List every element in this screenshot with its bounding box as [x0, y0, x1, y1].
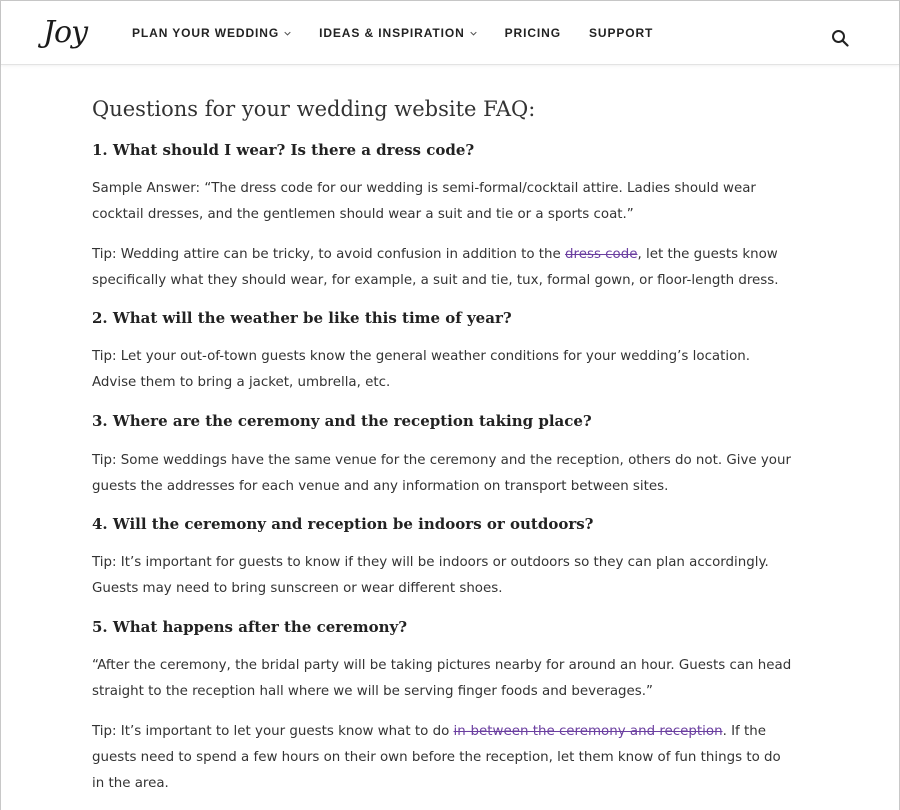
text-line: cocktail dresses, and the gentlemen should wear a suit and tie or a sports coat.”: [92, 207, 634, 222]
text-line: specifically what they should wear, for example, a suit and tie, tux, formal gown, or floor-length dress.: [92, 273, 779, 288]
tip-text: . If the: [722, 724, 766, 739]
nav-label: IDEAS & INSPIRATION: [319, 26, 465, 40]
in-between-link[interactable]: in-between the ceremony and reception: [453, 724, 723, 739]
nav-plan-your-wedding[interactable]: [132, 26, 291, 40]
question-4-title: 4. Will the ceremony and reception be indoors or outdoors?: [92, 515, 594, 533]
main-menu: [132, 1, 681, 65]
text-line: [92, 242, 822, 268]
chevron-down-icon: [470, 30, 477, 37]
joy-logo[interactable]: Joy: [43, 15, 88, 50]
page-title: Questions for your wedding website FAQ:: [92, 97, 536, 121]
text-line: Tip: Some weddings have the same venue for the ceremony and the reception, others do not. Give your: [92, 453, 791, 468]
search-icon[interactable]: [831, 29, 849, 47]
nav-ideas-inspiration[interactable]: [319, 26, 477, 40]
question-1-title: 1. What should I wear? Is there a dress code?: [92, 141, 475, 159]
tip-text: , let the guests know: [637, 247, 778, 262]
question-1-tip: [92, 242, 822, 294]
text-line: guests the addresses for each venue and any information on transport between sites.: [92, 479, 669, 494]
question-4-tip: [92, 550, 822, 602]
text-line: Advise them to bring a jacket, umbrella, etc.: [92, 375, 391, 390]
nav-pricing[interactable]: [505, 26, 561, 40]
question-1-sample-answer: [92, 176, 822, 228]
nav-support[interactable]: [589, 26, 653, 40]
tip-text: Tip: It’s important to let your guests know what to do: [92, 724, 454, 739]
text-line: straight to the reception hall where we will be serving finger foods and beverages.”: [92, 684, 653, 699]
nav-label: SUPPORT: [588, 26, 654, 40]
text-line: “After the ceremony, the bridal party will be taking pictures nearby for around an hour. Guests can head: [92, 658, 792, 673]
chevron-down-icon: [284, 30, 291, 37]
top-navigation: [1, 1, 899, 65]
question-2-tip: [92, 344, 822, 396]
dress-code-link[interactable]: dress code: [565, 247, 638, 262]
question-3-title: 3. Where are the ceremony and the reception taking place?: [92, 412, 592, 430]
question-5-tip: [92, 719, 822, 797]
nav-label: PLAN YOUR WEDDING: [132, 26, 280, 40]
text-line: Tip: It’s important for guests to know if they will be indoors or outdoors so they can plan accordingly.: [92, 555, 769, 570]
question-3-tip: [92, 448, 822, 500]
text-line: [92, 719, 822, 745]
tip-text: Tip: Wedding attire can be tricky, to avoid confusion in addition to the: [92, 247, 566, 262]
text-line: Guests may need to bring sunscreen or wear different shoes.: [92, 581, 503, 596]
text-line: Tip: Let your out-of-town guests know the general weather conditions for your wedding’s location.: [92, 349, 751, 364]
question-5-title: 5. What happens after the ceremony?: [92, 618, 407, 636]
nav-label: PRICING: [504, 26, 561, 40]
text-line: guests need to spend a few hours on their own before the reception, let them know of fun things to do: [92, 750, 781, 765]
text-line: Sample Answer: “The dress code for our wedding is semi-formal/cocktail attire. Ladies should wear: [92, 181, 756, 196]
text-line: in the area.: [92, 776, 169, 791]
question-2-title: 2. What will the weather be like this time of year?: [92, 309, 512, 327]
question-5-sample-answer: [92, 653, 822, 705]
